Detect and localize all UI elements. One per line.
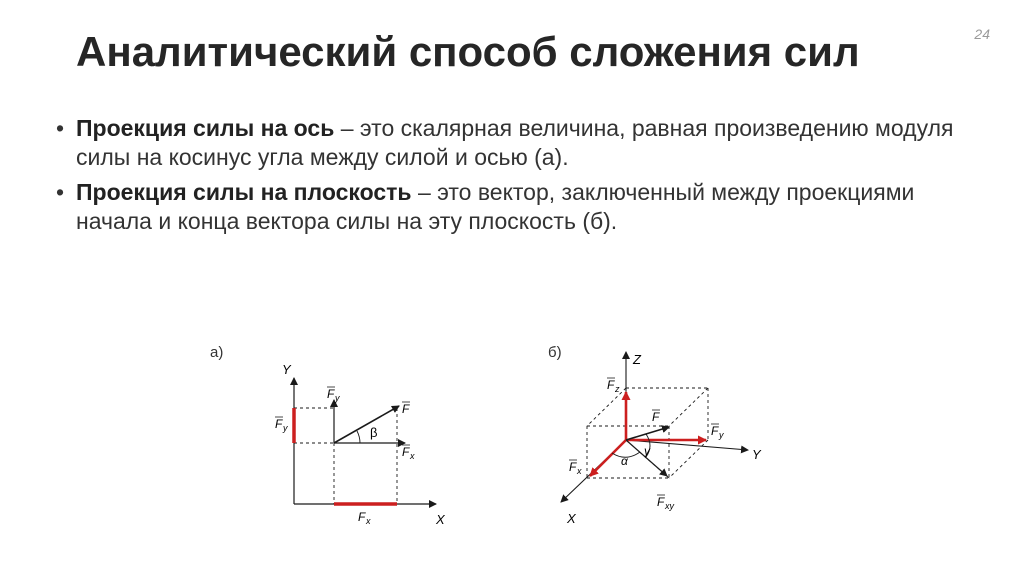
fy-subscript: y <box>335 393 340 403</box>
fx-subscript: x <box>577 466 582 476</box>
f-letter: F <box>402 402 410 416</box>
figure-a-caption: а) <box>210 344 224 361</box>
fx-letter: F <box>402 445 410 459</box>
axis-y-label: Y <box>282 362 291 377</box>
force-vector-f <box>626 427 669 440</box>
label-fy-left <box>275 417 288 433</box>
alpha-label: α <box>621 454 628 468</box>
axis-y-label: Y <box>752 447 761 462</box>
label-f <box>652 410 660 424</box>
fxy-subscript: xy <box>665 501 674 511</box>
figure-b-caption: б) <box>548 344 562 361</box>
fz-subscript: z <box>615 384 620 394</box>
axis-x-label: X <box>567 511 576 526</box>
bullet-term: Проекция силы на ось <box>76 115 335 141</box>
gamma-label: γ <box>644 444 650 458</box>
fy-letter: F <box>275 417 283 431</box>
fx-letter: F <box>569 460 577 474</box>
fy-subscript: y <box>719 430 724 440</box>
label-fx <box>569 460 582 476</box>
label-fy-top <box>327 387 340 403</box>
axis-z-label: Z <box>633 352 641 367</box>
fxy-letter: F <box>657 495 665 509</box>
beta-label: β <box>370 425 378 440</box>
slide-title: Аналитический способ сложения сил <box>76 28 860 75</box>
fx-subscript: x <box>410 451 415 461</box>
fx-subscript: x <box>366 516 371 526</box>
bullet-text: – это вектор, заключенный между проекциями начала и конца вектора силы на эту плоскость (б). <box>76 179 915 234</box>
label-f <box>402 402 410 416</box>
label-fx-bottom <box>358 510 371 526</box>
label-fxy <box>657 495 675 511</box>
bullet-term: Проекция силы на плоскость <box>76 179 412 205</box>
fz-letter: F <box>607 378 615 392</box>
force-vector-f <box>334 406 399 443</box>
slide-number: 24 <box>974 26 990 42</box>
bullet-dot: • <box>56 115 65 141</box>
fy-letter: F <box>327 387 335 401</box>
figure-a <box>210 344 446 527</box>
beta-arc <box>357 431 360 443</box>
fy-subscript: y <box>283 423 288 433</box>
axis-x-label: X <box>436 512 445 527</box>
fy-letter: F <box>711 424 719 438</box>
figure-b <box>548 344 762 526</box>
label-fz <box>607 378 620 394</box>
bullet-dot: • <box>56 179 65 205</box>
f-letter: F <box>652 410 660 424</box>
bullet-text: – это скалярная величина, равная произведению модуля силы на косинус угла между силой и осью (а). <box>76 115 954 170</box>
label-fy <box>711 424 724 440</box>
label-fx-right <box>402 445 415 461</box>
fx-letter: F <box>358 510 366 524</box>
